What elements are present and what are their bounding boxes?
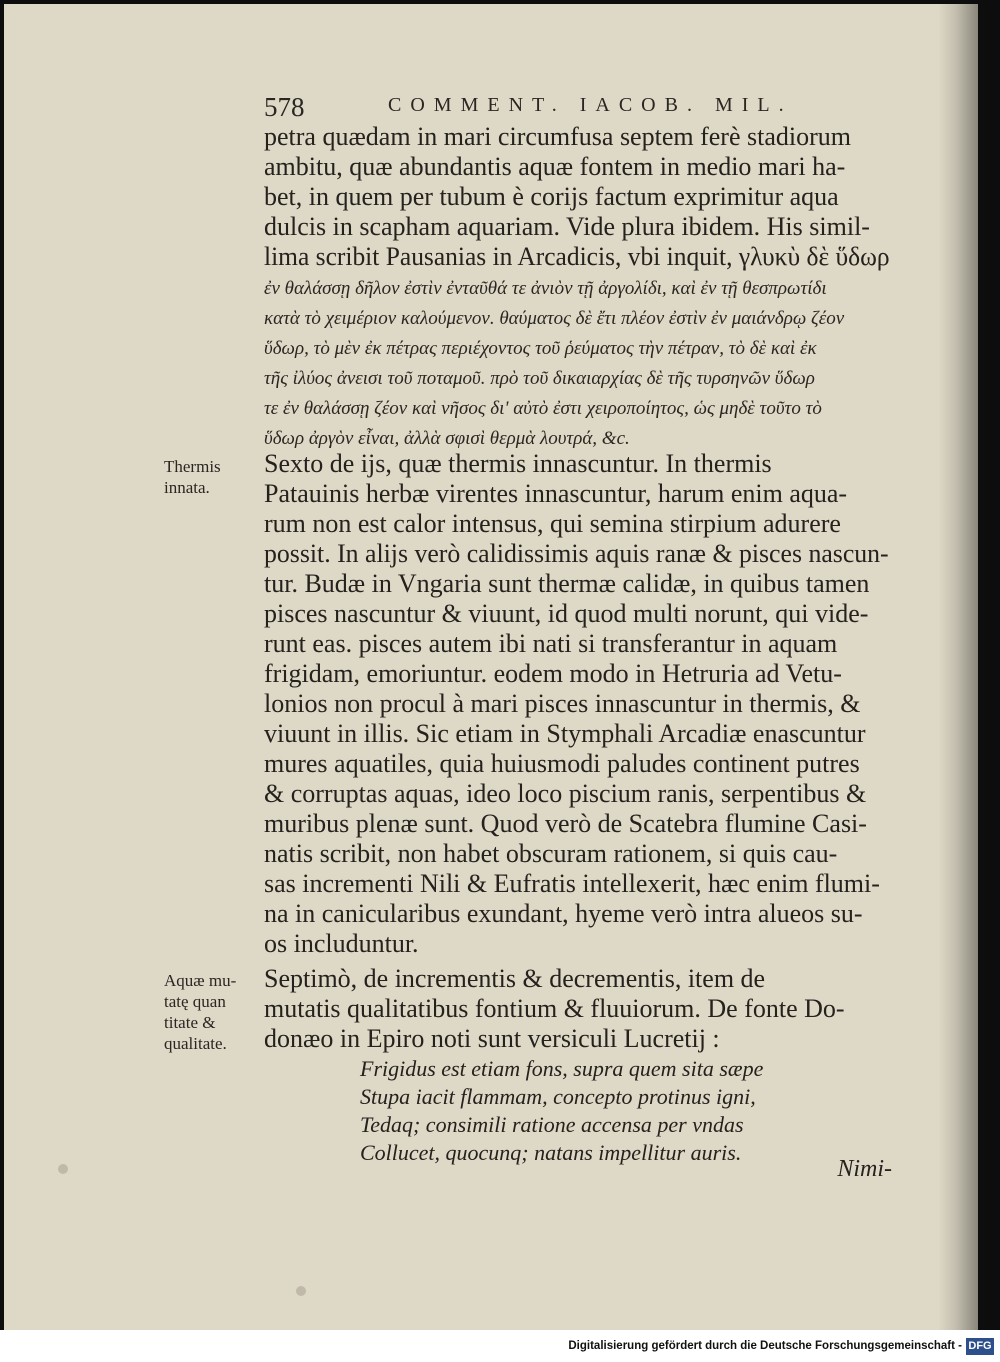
marginal-note-line: Aquæ mu- xyxy=(164,971,237,990)
text-line: pisces nascuntur & viuunt, id quod multi norunt, qui vide- xyxy=(264,599,869,628)
greek-line: τῆς ἰλύος ἀνεισι τοῦ ποταμοῦ. πρὸ τοῦ δικαιαρχίας δὲ τῆς τυρσηνῶν ὕδωρ xyxy=(264,368,815,389)
text-line: dulcis in scapham aquariam. Vide plura ibidem. His simil- xyxy=(264,212,870,241)
text-line: possit. In alijs verò calidissimis aquis ranæ & pisces nascun- xyxy=(264,539,889,568)
text-line: runt eas. pisces autem ibi nati si transferantur in aquam xyxy=(264,629,838,658)
text-line: na in canicularibus exundant, hyeme verò intra alueos su- xyxy=(264,899,863,928)
catchword: Nimi- xyxy=(837,1156,892,1182)
text-line: Patauinis herbæ virentes innascuntur, harum enim aqua- xyxy=(264,479,848,508)
verse-line: Frigidus est etiam fons, supra quem sita sæpe xyxy=(360,1056,764,1081)
footer-credit: Digitalisierung gefördert durch die Deutsche Forschungsgemeinschaft - xyxy=(568,1340,962,1352)
text-line: os includuntur. xyxy=(264,929,419,958)
text-line: sas incrementi Nili & Eufratis intellexerit, hæc enim flumi- xyxy=(264,869,880,898)
marginal-note-line: titate & xyxy=(164,1013,216,1032)
text-line: ambitu, quæ abundantis aquæ fontem in medio mari ha- xyxy=(264,152,846,181)
greek-line: ὕδωρ ἀργὸν εἶναι, ἀλλὰ σφισὶ θερμὰ λουτρά, &c. xyxy=(264,428,630,449)
text-line: mures aquatiles, quia huiusmodi paludes continent putres xyxy=(264,749,860,778)
marginal-note-line: qualitate. xyxy=(164,1034,227,1053)
greek-line: ὕδωρ, τὸ μὲν ἐκ πέτρας περιέχοντος τοῦ ῥεύματος τὴν πέτραν, τὸ δὲ καὶ ἐκ xyxy=(264,338,817,359)
greek-line: κατὰ τὸ χειμέριον καλούμενον. θαύματος δὲ ἔτι πλέον ἐστὶν ἐν μαιάνδρῳ ζέον xyxy=(264,308,845,329)
paper-stain xyxy=(296,1286,306,1296)
marginal-note xyxy=(164,456,221,498)
book-page xyxy=(4,4,978,1330)
running-title: COMMENT. IACOB. MIL. xyxy=(388,94,793,116)
dfg-logo-icon: DFG xyxy=(966,1338,994,1355)
text-line: lonios non procul à mari pisces innascuntur in thermis, & xyxy=(264,689,861,718)
text-line: lima scribit Pausanias in Arcadicis, vbi inquit, γλυκὺ δὲ ὕδωρ xyxy=(264,242,890,271)
digitization-footer xyxy=(0,1330,1000,1362)
page-number: 578 xyxy=(264,92,305,122)
greek-line: ἐν θαλάσσῃ δῆλον ἐστὶν ἐνταῦθά τε ἀνιὸν τῇ ἀργολίδι, καὶ ἐν τῇ θεσπρωτίδι xyxy=(264,278,827,299)
greek-line: τε ἐν θαλάσσῃ ζέον καὶ νῆσος δι' αὐτὸ ἐστι χειροποίητος, ὡς μηδὲ τοῦτο τὸ xyxy=(264,398,822,419)
text-line: tur. Budæ in Vngaria sunt thermæ calidæ, in quibus tamen xyxy=(264,569,870,598)
text-line: frigidam, emoriuntur. eodem modo in Hetruria ad Vetu- xyxy=(264,659,842,688)
text-line: Septimò, de incrementis & decrementis, item de xyxy=(264,964,766,993)
text-line: petra quædam in mari circumfusa septem ferè stadiorum xyxy=(264,122,851,151)
marginal-note-line: tatę quan xyxy=(164,992,226,1011)
text-line: viuunt in illis. Sic etiam in Stymphali Arcadiæ enascuntur xyxy=(264,719,866,748)
verse-line: Tedaq; consimili ratione accensa per vndas xyxy=(360,1112,744,1137)
text-line: rum non est calor intensus, qui semina stirpium adurere xyxy=(264,509,841,538)
marginal-note xyxy=(164,970,236,1054)
text-line: donæo in Epiro noti sunt versiculi Lucretij : xyxy=(264,1024,720,1053)
text-line: & corruptas aquas, ideo loco piscium ranis, serpentibus & xyxy=(264,779,867,808)
page-header xyxy=(260,92,900,126)
verse-line: Stupa iacit flammam, concepto protinus igni, xyxy=(360,1084,756,1109)
text-line: Sexto de ijs, quæ thermis innascuntur. In thermis xyxy=(264,449,772,478)
text-line: natis scribit, non habet obscuram rationem, si quis cau- xyxy=(264,839,838,868)
verse-line: Collucet, quocunq; natans impellitur auris. xyxy=(360,1140,742,1165)
text-line: bet, in quem per tubum è corijs factum exprimitur aqua xyxy=(264,182,839,211)
text-line: mutatis qualitatibus fontium & fluuiorum. De fonte Do- xyxy=(264,994,845,1023)
paper-stain xyxy=(58,1164,68,1174)
page-gutter-shadow xyxy=(938,4,978,1330)
marginal-note-line: Thermis xyxy=(164,457,221,476)
text-line: muribus plenæ sunt. Quod verò de Scatebra flumine Casi- xyxy=(264,809,867,838)
marginal-note-line: innata. xyxy=(164,478,210,497)
